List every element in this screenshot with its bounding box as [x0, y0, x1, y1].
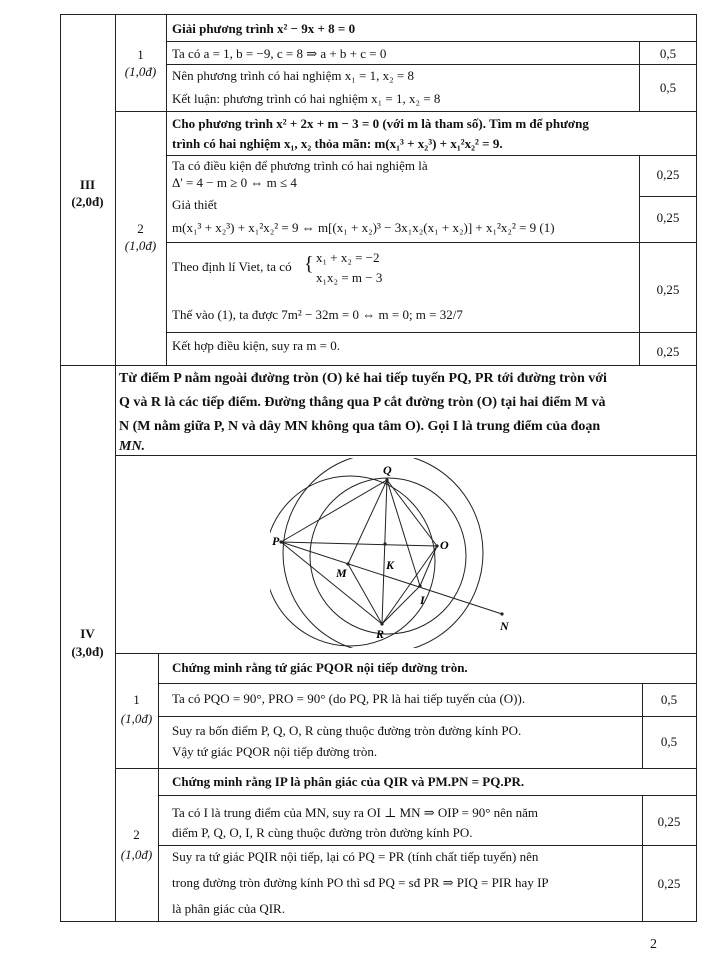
point-p	[279, 540, 282, 543]
score: 0,5	[660, 734, 678, 749]
question-number: 1	[137, 47, 144, 62]
problem-statement: Từ điểm P nằm ngoài đường tròn (O) kẻ hai tiếp tuyến PQ, PR tới đường tròn với	[119, 371, 607, 386]
score: 0,25	[656, 167, 680, 182]
score: 0,5	[659, 80, 677, 95]
problem-statement: MN.	[119, 439, 146, 454]
row-divider	[166, 41, 696, 42]
answer-line: trong đường tròn đường kính PO thì sđ PQ = sđ PR ⇒ PIQ = PIR hay IP	[172, 875, 549, 890]
problem-statement: Q và R là các tiếp điểm. Đường thẳng qua P cắt đường tròn (O) tại hai điểm M và	[119, 395, 606, 410]
circle-outer	[270, 476, 435, 646]
brace-symbol: {	[304, 253, 314, 275]
table-border-left	[60, 14, 61, 922]
label-p: P	[272, 534, 280, 548]
answer-line: Nên phương trình có hai nghiệm x₁ = 1, x₂ = 8	[172, 68, 415, 83]
question-title: Giải phương trình x² − 9x + 8 = 0	[172, 21, 356, 36]
row-divider	[115, 653, 696, 654]
answer-line: Kết hợp điều kiện, suy ra m = 0.	[172, 338, 341, 353]
label-m: M	[336, 566, 347, 580]
score: 0,5	[660, 692, 678, 707]
answer-line: m(x₁³ + x₂³) + x₁²x₂² = 9 ⇔ m[(x₁ + x₂)³ − 3x₁x₂(x₁ + x₂)] + x₁²x₂² = 9 (1)	[172, 220, 555, 235]
answer-line: Ta có a = 1, b = −9, c = 8 ⇒ a + b + c = 0	[172, 46, 387, 61]
answer-line: Ta có PQO = 90°, PRO = 90° (do PQ, PR là hai tiếp tuyến của (O)).	[172, 691, 526, 706]
section-label: III	[79, 177, 96, 192]
problem-statement: N (M nằm giữa P, N và dây MN không qua tâm O). Gọi I là trung điểm của đoạn	[119, 419, 601, 434]
tangent-pq	[281, 480, 387, 542]
point-k	[383, 542, 386, 545]
point-r	[380, 622, 383, 625]
question-title: Cho phương trình x² + 2x + m − 3 = 0 (với m là tham số). Tìm m để phương	[172, 116, 589, 131]
column-divider	[166, 14, 167, 366]
question-number: 1	[133, 692, 140, 707]
tangent-pr	[281, 542, 382, 624]
answer-line: Ta có I là trung điểm của MN, suy ra OI ⊥ MN ⇒ OIP = 90° nên năm	[172, 805, 539, 820]
geometry-figure	[270, 458, 540, 648]
score: 0,25	[656, 210, 680, 225]
row-divider	[166, 155, 696, 156]
answer-line: Kết luận: phương trình có hai nghiệm x₁ = 1, x₂ = 8	[172, 91, 441, 106]
answer-line: Theo định lí Viet, ta có	[172, 259, 292, 274]
question-points: (1,0đ)	[124, 64, 157, 79]
segment-ri	[382, 586, 420, 624]
label-i: I	[420, 593, 425, 607]
chord-qr	[382, 480, 387, 624]
answer-line: Giả thiết	[172, 197, 218, 212]
question-title: Chứng minh rằng IP là phân giác của QIR và PM.PN = PQ.PR.	[172, 774, 525, 789]
circle-diameter-po	[283, 458, 483, 648]
answer-line: Thế vào (1), ta được 7m² − 32m = 0 ⇔ m = 0; m = 32/7	[172, 307, 463, 322]
score: 0,25	[657, 814, 681, 829]
row-divider	[158, 683, 696, 684]
question-title: trình có hai nghiệm x₁, x₂ thỏa mãn: m(x₁³ + x₂³) + x₁²x₂² = 9.	[172, 136, 503, 151]
line-po	[281, 542, 437, 546]
label-o: O	[440, 538, 449, 552]
question-title: Chứng minh rằng tứ giác PQOR nội tiếp đường tròn.	[172, 660, 468, 675]
question-number: 2	[137, 221, 144, 236]
row-divider	[115, 455, 696, 456]
answer-line: là phân giác của QIR.	[172, 901, 285, 916]
point-m	[346, 562, 349, 565]
row-divider	[115, 111, 696, 112]
score: 0,25	[656, 282, 680, 297]
table-border-top	[60, 14, 696, 15]
row-divider	[166, 242, 696, 243]
question-number: 2	[133, 827, 140, 842]
label-q: Q	[383, 463, 392, 477]
section-points: (2,0đ)	[71, 194, 104, 209]
system-equation: x₁ + x₂ = −2	[316, 250, 380, 265]
system-equation: x₁x₂ = m − 3	[316, 270, 383, 285]
row-divider	[166, 64, 696, 65]
section-points: (3,0đ)	[71, 644, 104, 659]
answer-line: Suy ra bốn điểm P, Q, O, R cùng thuộc đường tròn đường kính PO.	[172, 723, 522, 738]
question-points: (1,0đ)	[120, 847, 153, 862]
point-o	[435, 544, 438, 547]
point-n	[500, 612, 503, 615]
row-divider	[158, 845, 696, 846]
label-k: K	[386, 558, 395, 572]
row-divider	[158, 795, 696, 796]
section-divider	[60, 365, 696, 366]
answer-line: Δ' = 4 − m ≥ 0 ⇔ m ≤ 4	[172, 175, 297, 190]
page-number: 2	[650, 937, 657, 952]
row-divider	[158, 716, 696, 717]
row-divider	[115, 768, 696, 769]
section-label: IV	[80, 626, 95, 641]
point-q	[385, 478, 388, 481]
label-r: R	[376, 627, 385, 641]
secant-pn	[281, 542, 502, 614]
score: 0,25	[656, 344, 680, 359]
question-points: (1,0đ)	[120, 711, 153, 726]
table-border-bottom	[60, 921, 696, 922]
score: 0,25	[657, 876, 681, 891]
point-i	[418, 584, 421, 587]
score: 0,5	[659, 46, 677, 61]
column-divider	[158, 653, 159, 922]
table-border-right	[696, 14, 697, 922]
answer-line: Vậy tứ giác PQOR nội tiếp đường tròn.	[172, 744, 378, 759]
segment-qm	[348, 480, 387, 564]
question-points: (1,0đ)	[124, 238, 157, 253]
circle-o	[310, 478, 466, 634]
answer-line: Suy ra tứ giác PQIR nội tiếp, lại có PQ = PR (tính chất tiếp tuyến) nên	[172, 849, 539, 864]
row-divider	[166, 332, 696, 333]
answer-line: Ta có điều kiện để phương trình có hai nghiệm là	[172, 158, 428, 173]
score-column-divider	[639, 155, 640, 366]
score-divider	[639, 196, 696, 197]
label-n: N	[500, 619, 509, 633]
answer-line: điểm P, Q, O, I, R cùng thuộc đường tròn đường kính PO.	[172, 825, 473, 840]
